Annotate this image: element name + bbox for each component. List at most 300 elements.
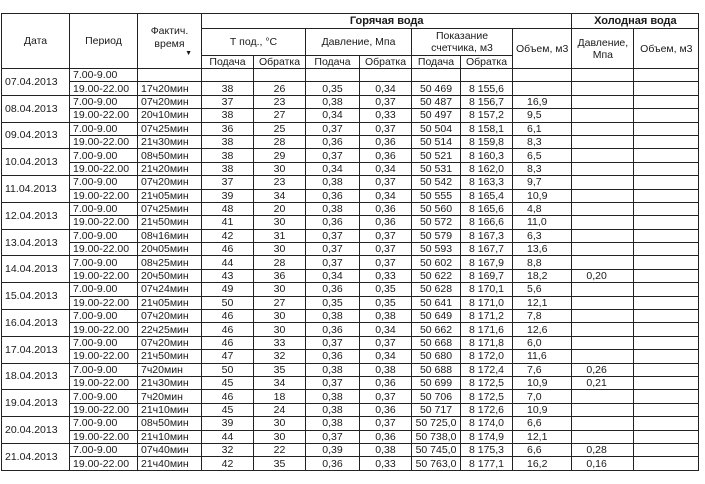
temp-return-cell: 31 <box>254 229 306 242</box>
pressure-supply-cell: 0,38 <box>306 363 360 376</box>
temp-supply-cell: 45 <box>202 376 254 389</box>
temp-return-cell: 30 <box>254 283 306 296</box>
pressure-supply-cell: 0,38 <box>306 310 360 323</box>
date-cell: 17.04.2013 <box>2 336 70 363</box>
table-row <box>2 162 699 175</box>
period-cell: 19.00-22.00 <box>70 403 138 416</box>
pressure-supply-cell: 0,37 <box>306 149 360 162</box>
volume-cell: 12,1 <box>513 296 572 309</box>
pressure-return-cell: 0,35 <box>360 283 412 296</box>
temp-supply-cell: 46 <box>202 336 254 349</box>
table-row <box>2 269 699 282</box>
actual-time-cell: 08ч16мин <box>138 229 202 242</box>
temp-supply-cell: 38 <box>202 82 254 95</box>
period-cell: 19.00-22.00 <box>70 296 138 309</box>
temp-return-cell: 20 <box>254 202 306 215</box>
cold-pressure-cell <box>572 176 634 189</box>
cold-pressure-cell <box>572 162 634 175</box>
volume-cell: 5,6 <box>513 283 572 296</box>
pressure-return-cell: 0,36 <box>360 149 412 162</box>
temp-supply-cell: 38 <box>202 162 254 175</box>
meter-return-cell: 8 175,3 <box>461 443 513 456</box>
meter-supply-cell: 50 504 <box>412 122 461 135</box>
pressure-return-cell: 0,37 <box>360 229 412 242</box>
table-row <box>2 363 699 376</box>
date-cell: 11.04.2013 <box>2 176 70 203</box>
period-cell: 7.00-9.00 <box>70 229 138 242</box>
temp-supply-cell <box>202 69 254 82</box>
pressure-return-cell: 0,37 <box>360 256 412 269</box>
table-row <box>2 95 699 108</box>
header-volume: Объем, м3 <box>513 29 572 69</box>
temp-supply-cell: 38 <box>202 135 254 148</box>
cold-pressure-cell <box>572 296 634 309</box>
header-pressure: Давление, Мпа <box>306 29 412 56</box>
meter-supply-cell: 50 602 <box>412 256 461 269</box>
actual-time-cell: 21ч50мин <box>138 350 202 363</box>
temp-return-cell: 24 <box>254 403 306 416</box>
volume-cell: 12,1 <box>513 430 572 443</box>
cold-pressure-cell <box>572 82 634 95</box>
header-meter-supply: Подача <box>412 56 461 69</box>
pressure-supply-cell: 0,34 <box>306 162 360 175</box>
pressure-return-cell: 0,37 <box>360 176 412 189</box>
cold-volume-cell <box>634 162 699 175</box>
cold-volume-cell <box>634 176 699 189</box>
pressure-return-cell: 0,37 <box>360 122 412 135</box>
temp-return-cell: 18 <box>254 390 306 403</box>
date-cell: 10.04.2013 <box>2 149 70 176</box>
period-cell: 19.00-22.00 <box>70 243 138 256</box>
date-cell: 19.04.2013 <box>2 390 70 417</box>
cold-volume-cell <box>634 430 699 443</box>
period-cell: 7.00-9.00 <box>70 363 138 376</box>
period-cell: 19.00-22.00 <box>70 189 138 202</box>
volume-cell: 9,7 <box>513 176 572 189</box>
pressure-supply-cell: 0,35 <box>306 82 360 95</box>
meter-return-cell: 8 172,5 <box>461 376 513 389</box>
actual-time-cell: 08ч50мин <box>138 149 202 162</box>
volume-cell: 6,5 <box>513 149 572 162</box>
temp-supply-cell: 50 <box>202 363 254 376</box>
period-cell: 19.00-22.00 <box>70 109 138 122</box>
temp-supply-cell: 46 <box>202 243 254 256</box>
temp-return-cell: 30 <box>254 162 306 175</box>
temp-supply-cell: 44 <box>202 430 254 443</box>
pressure-supply-cell: 0,37 <box>306 243 360 256</box>
cold-volume-cell <box>634 269 699 282</box>
actual-time-cell: 07ч20мин <box>138 176 202 189</box>
cold-volume-cell <box>634 95 699 108</box>
pressure-return-cell: 0,34 <box>360 323 412 336</box>
cold-volume-cell <box>634 323 699 336</box>
temp-return-cell: 34 <box>254 189 306 202</box>
table-body <box>2 69 699 471</box>
temp-return-cell: 26 <box>254 82 306 95</box>
pressure-return-cell: 0,38 <box>360 443 412 456</box>
cold-pressure-cell <box>572 216 634 229</box>
temp-return-cell: 23 <box>254 95 306 108</box>
actual-time-cell: 22ч25мин <box>138 323 202 336</box>
header-meter: Показание счетчика, м3 <box>412 29 513 56</box>
temp-supply-cell: 46 <box>202 390 254 403</box>
meter-supply-cell: 50 641 <box>412 296 461 309</box>
temp-supply-cell: 49 <box>202 283 254 296</box>
actual-time-cell <box>138 69 202 82</box>
meter-supply-cell: 50 628 <box>412 283 461 296</box>
pressure-return-cell: 0,33 <box>360 269 412 282</box>
cold-volume-cell <box>634 69 699 82</box>
actual-time-cell: 21ч05мин <box>138 189 202 202</box>
table-row <box>2 229 699 242</box>
period-cell: 7.00-9.00 <box>70 417 138 430</box>
meter-return-cell: 8 172,0 <box>461 350 513 363</box>
date-cell: 15.04.2013 <box>2 283 70 310</box>
volume-cell: 6,0 <box>513 336 572 349</box>
volume-cell: 7,8 <box>513 310 572 323</box>
cold-pressure-cell <box>572 109 634 122</box>
cold-pressure-cell <box>572 69 634 82</box>
actual-time-cell: 17ч20мин <box>138 82 202 95</box>
table-row <box>2 350 699 363</box>
table-row <box>2 135 699 148</box>
meter-supply-cell: 50 717 <box>412 403 461 416</box>
meter-supply-cell: 50 622 <box>412 269 461 282</box>
table-row <box>2 443 699 456</box>
meter-supply-cell: 50 593 <box>412 243 461 256</box>
actual-time-cell: 21ч30мин <box>138 135 202 148</box>
pressure-supply-cell: 0,34 <box>306 109 360 122</box>
meter-return-cell: 8 158,1 <box>461 122 513 135</box>
pressure-supply-cell: 0,38 <box>306 417 360 430</box>
temp-return-cell: 35 <box>254 363 306 376</box>
period-cell: 7.00-9.00 <box>70 310 138 323</box>
volume-cell <box>513 69 572 82</box>
meter-return-cell: 8 165,6 <box>461 202 513 215</box>
volume-cell <box>513 82 572 95</box>
cold-pressure-cell: 0,28 <box>572 443 634 456</box>
header-date: Дата <box>2 14 70 69</box>
volume-cell: 4,8 <box>513 202 572 215</box>
table-row <box>2 430 699 443</box>
table-row <box>2 243 699 256</box>
cold-pressure-cell <box>572 336 634 349</box>
meter-supply-cell: 50 555 <box>412 189 461 202</box>
actual-time-cell: 7ч20мин <box>138 363 202 376</box>
temp-supply-cell: 42 <box>202 457 254 470</box>
cold-pressure-cell <box>572 403 634 416</box>
pressure-supply-cell: 0,39 <box>306 443 360 456</box>
pressure-return-cell: 0,37 <box>360 390 412 403</box>
pressure-return-cell: 0,37 <box>360 95 412 108</box>
cold-pressure-cell <box>572 390 634 403</box>
table-row <box>2 390 699 403</box>
temp-supply-cell: 37 <box>202 176 254 189</box>
meter-supply-cell: 50 560 <box>412 202 461 215</box>
meter-return-cell: 8 155,6 <box>461 82 513 95</box>
period-cell: 7.00-9.00 <box>70 390 138 403</box>
temp-supply-cell: 32 <box>202 443 254 456</box>
volume-cell: 11,0 <box>513 216 572 229</box>
meter-return-cell: 8 169,7 <box>461 269 513 282</box>
volume-cell: 6,6 <box>513 417 572 430</box>
pressure-supply-cell <box>306 69 360 82</box>
pressure-return-cell: 0,36 <box>360 202 412 215</box>
cold-volume-cell <box>634 109 699 122</box>
actual-time-cell: 21ч50мин <box>138 216 202 229</box>
meter-supply-cell: 50 763,0 <box>412 457 461 470</box>
cold-volume-cell <box>634 135 699 148</box>
volume-cell: 13,6 <box>513 243 572 256</box>
period-cell: 7.00-9.00 <box>70 122 138 135</box>
table-row <box>2 283 699 296</box>
meter-return-cell: 8 174,0 <box>461 417 513 430</box>
meter-return-cell: 8 162,0 <box>461 162 513 175</box>
table-row <box>2 457 699 470</box>
temp-supply-cell: 36 <box>202 122 254 135</box>
temp-supply-cell: 41 <box>202 216 254 229</box>
meter-return-cell: 8 165,4 <box>461 189 513 202</box>
pressure-return-cell <box>360 69 412 82</box>
meter-supply-cell: 50 745,0 <box>412 443 461 456</box>
date-cell: 14.04.2013 <box>2 256 70 283</box>
temp-supply-cell: 50 <box>202 296 254 309</box>
table-row <box>2 417 699 430</box>
meter-return-cell: 8 159,8 <box>461 135 513 148</box>
pressure-return-cell: 0,38 <box>360 363 412 376</box>
pressure-supply-cell: 0,37 <box>306 256 360 269</box>
temp-supply-cell: 42 <box>202 229 254 242</box>
actual-time-cell: 07ч24мин <box>138 283 202 296</box>
pressure-supply-cell: 0,36 <box>306 350 360 363</box>
date-cell: 21.04.2013 <box>2 443 70 470</box>
pressure-supply-cell: 0,38 <box>306 390 360 403</box>
actual-time-cell: 21ч40мин <box>138 457 202 470</box>
pressure-return-cell: 0,34 <box>360 82 412 95</box>
temp-return-cell: 23 <box>254 176 306 189</box>
volume-cell: 9,5 <box>513 109 572 122</box>
cold-volume-cell <box>634 376 699 389</box>
volume-cell: 16,2 <box>513 457 572 470</box>
actual-time-cell: 07ч20мин <box>138 95 202 108</box>
cold-pressure-cell <box>572 229 634 242</box>
temp-return-cell: 22 <box>254 443 306 456</box>
actual-time-cell: 21ч30мин <box>138 376 202 389</box>
pressure-return-cell: 0,37 <box>360 417 412 430</box>
meter-return-cell: 8 167,7 <box>461 243 513 256</box>
temp-return-cell: 35 <box>254 457 306 470</box>
pressure-return-cell: 0,37 <box>360 336 412 349</box>
table-row <box>2 202 699 215</box>
temp-return-cell: 30 <box>254 417 306 430</box>
meter-return-cell: 8 172,6 <box>461 403 513 416</box>
temp-supply-cell: 46 <box>202 323 254 336</box>
volume-cell: 6,6 <box>513 443 572 456</box>
pressure-supply-cell: 0,38 <box>306 95 360 108</box>
pressure-return-cell: 0,36 <box>360 430 412 443</box>
period-cell: 19.00-22.00 <box>70 135 138 148</box>
date-cell: 08.04.2013 <box>2 95 70 122</box>
date-cell: 20.04.2013 <box>2 417 70 444</box>
meter-return-cell: 8 167,9 <box>461 256 513 269</box>
header-filter-marker: ▼ <box>185 50 192 57</box>
cold-pressure-cell <box>572 122 634 135</box>
meter-supply-cell: 50 521 <box>412 149 461 162</box>
cold-volume-cell <box>634 256 699 269</box>
cold-volume-cell <box>634 336 699 349</box>
meter-supply-cell: 50 487 <box>412 95 461 108</box>
meter-return-cell: 8 172,4 <box>461 363 513 376</box>
period-cell: 7.00-9.00 <box>70 443 138 456</box>
temp-return-cell: 30 <box>254 430 306 443</box>
volume-cell: 18,2 <box>513 269 572 282</box>
pressure-supply-cell: 0,36 <box>306 216 360 229</box>
period-cell: 7.00-9.00 <box>70 283 138 296</box>
date-cell: 09.04.2013 <box>2 122 70 149</box>
period-cell: 19.00-22.00 <box>70 457 138 470</box>
table-row <box>2 82 699 95</box>
date-cell: 16.04.2013 <box>2 310 70 337</box>
table-row <box>2 109 699 122</box>
header-cold-water: Холодная вода <box>572 14 699 29</box>
meter-return-cell: 8 160,3 <box>461 149 513 162</box>
pressure-supply-cell: 0,36 <box>306 323 360 336</box>
pressure-supply-cell: 0,37 <box>306 336 360 349</box>
meter-return-cell <box>461 69 513 82</box>
actual-time-cell: 20ч50мин <box>138 269 202 282</box>
meter-supply-cell: 50 680 <box>412 350 461 363</box>
cold-volume-cell <box>634 82 699 95</box>
volume-cell: 8,8 <box>513 256 572 269</box>
temp-return-cell: 28 <box>254 135 306 148</box>
date-cell: 12.04.2013 <box>2 202 70 229</box>
meter-supply-cell: 50 662 <box>412 323 461 336</box>
temp-return-cell: 25 <box>254 122 306 135</box>
actual-time-cell: 7ч20мин <box>138 390 202 403</box>
cold-pressure-cell <box>572 417 634 430</box>
pressure-return-cell: 0,36 <box>360 403 412 416</box>
cold-volume-cell <box>634 189 699 202</box>
cold-pressure-cell <box>572 430 634 443</box>
cold-pressure-cell: 0,26 <box>572 363 634 376</box>
meter-return-cell: 8 177,1 <box>461 457 513 470</box>
meter-return-cell: 8 172,5 <box>461 390 513 403</box>
temp-supply-cell: 43 <box>202 269 254 282</box>
header-temp-supply: Подача <box>202 56 254 69</box>
pressure-return-cell: 0,35 <box>360 296 412 309</box>
actual-time-cell: 07ч40мин <box>138 443 202 456</box>
header-cold-volume: Объем, м3 <box>634 29 699 69</box>
table-row <box>2 296 699 309</box>
temp-supply-cell: 39 <box>202 189 254 202</box>
actual-time-cell: 21ч10мин <box>138 403 202 416</box>
period-cell: 19.00-22.00 <box>70 430 138 443</box>
pressure-return-cell: 0,33 <box>360 109 412 122</box>
cold-pressure-cell <box>572 149 634 162</box>
meter-return-cell: 8 166,6 <box>461 216 513 229</box>
header-temp-return: Обратка <box>254 56 306 69</box>
pressure-supply-cell: 0,38 <box>306 403 360 416</box>
meter-supply-cell: 50 699 <box>412 376 461 389</box>
cold-volume-cell <box>634 283 699 296</box>
cold-volume-cell <box>634 229 699 242</box>
temp-supply-cell: 37 <box>202 95 254 108</box>
meter-return-cell: 8 171,0 <box>461 296 513 309</box>
pressure-return-cell: 0,36 <box>360 376 412 389</box>
pressure-supply-cell: 0,38 <box>306 202 360 215</box>
header-temp: Т под., °С <box>202 29 306 56</box>
period-cell: 19.00-22.00 <box>70 82 138 95</box>
meter-supply-cell: 50 514 <box>412 135 461 148</box>
cold-volume-cell <box>634 216 699 229</box>
meter-supply-cell: 50 579 <box>412 229 461 242</box>
pressure-return-cell: 0,38 <box>360 310 412 323</box>
cold-volume-cell <box>634 417 699 430</box>
cold-pressure-cell <box>572 202 634 215</box>
period-cell: 7.00-9.00 <box>70 202 138 215</box>
period-cell: 19.00-22.00 <box>70 216 138 229</box>
cold-volume-cell <box>634 457 699 470</box>
meter-supply-cell: 50 542 <box>412 176 461 189</box>
header-cold-pressure: Давление, Мпа <box>572 29 634 69</box>
actual-time-cell: 08ч25мин <box>138 256 202 269</box>
temp-supply-cell: 44 <box>202 256 254 269</box>
pressure-supply-cell: 0,36 <box>306 283 360 296</box>
meter-supply-cell: 50 572 <box>412 216 461 229</box>
pressure-return-cell: 0,34 <box>360 350 412 363</box>
cold-pressure-cell: 0,20 <box>572 269 634 282</box>
meter-return-cell: 8 167,3 <box>461 229 513 242</box>
actual-time-cell: 21ч10мин <box>138 430 202 443</box>
actual-time-cell: 08ч50мин <box>138 417 202 430</box>
cold-pressure-cell <box>572 350 634 363</box>
meter-return-cell: 8 163,3 <box>461 176 513 189</box>
water-log-table <box>1 13 699 471</box>
pressure-supply-cell: 0,37 <box>306 229 360 242</box>
cold-pressure-cell <box>572 283 634 296</box>
pressure-return-cell: 0,36 <box>360 216 412 229</box>
cold-volume-cell <box>634 403 699 416</box>
cold-pressure-cell <box>572 243 634 256</box>
date-cell: 18.04.2013 <box>2 363 70 390</box>
table-row <box>2 189 699 202</box>
cold-pressure-cell: 0,16 <box>572 457 634 470</box>
volume-cell: 10,9 <box>513 189 572 202</box>
period-cell: 19.00-22.00 <box>70 162 138 175</box>
cold-pressure-cell <box>572 95 634 108</box>
header-hot-water: Горячая вода <box>202 14 572 29</box>
meter-return-cell: 8 174,9 <box>461 430 513 443</box>
temp-return-cell: 30 <box>254 310 306 323</box>
meter-supply-cell: 50 706 <box>412 390 461 403</box>
actual-time-cell: 20ч10мин <box>138 109 202 122</box>
volume-cell: 8,3 <box>513 135 572 148</box>
pressure-return-cell: 0,34 <box>360 162 412 175</box>
temp-supply-cell: 48 <box>202 202 254 215</box>
actual-time-cell: 07ч25мин <box>138 122 202 135</box>
meter-return-cell: 8 171,6 <box>461 323 513 336</box>
meter-supply-cell: 50 738,0 <box>412 430 461 443</box>
meter-return-cell: 8 157,2 <box>461 109 513 122</box>
table-row <box>2 336 699 349</box>
date-cell: 07.04.2013 <box>2 69 70 96</box>
table-row <box>2 69 699 82</box>
table-row <box>2 323 699 336</box>
meter-return-cell: 8 156,7 <box>461 95 513 108</box>
cold-pressure-cell <box>572 323 634 336</box>
actual-time-cell: 07ч25мин <box>138 202 202 215</box>
pressure-return-cell: 0,37 <box>360 243 412 256</box>
